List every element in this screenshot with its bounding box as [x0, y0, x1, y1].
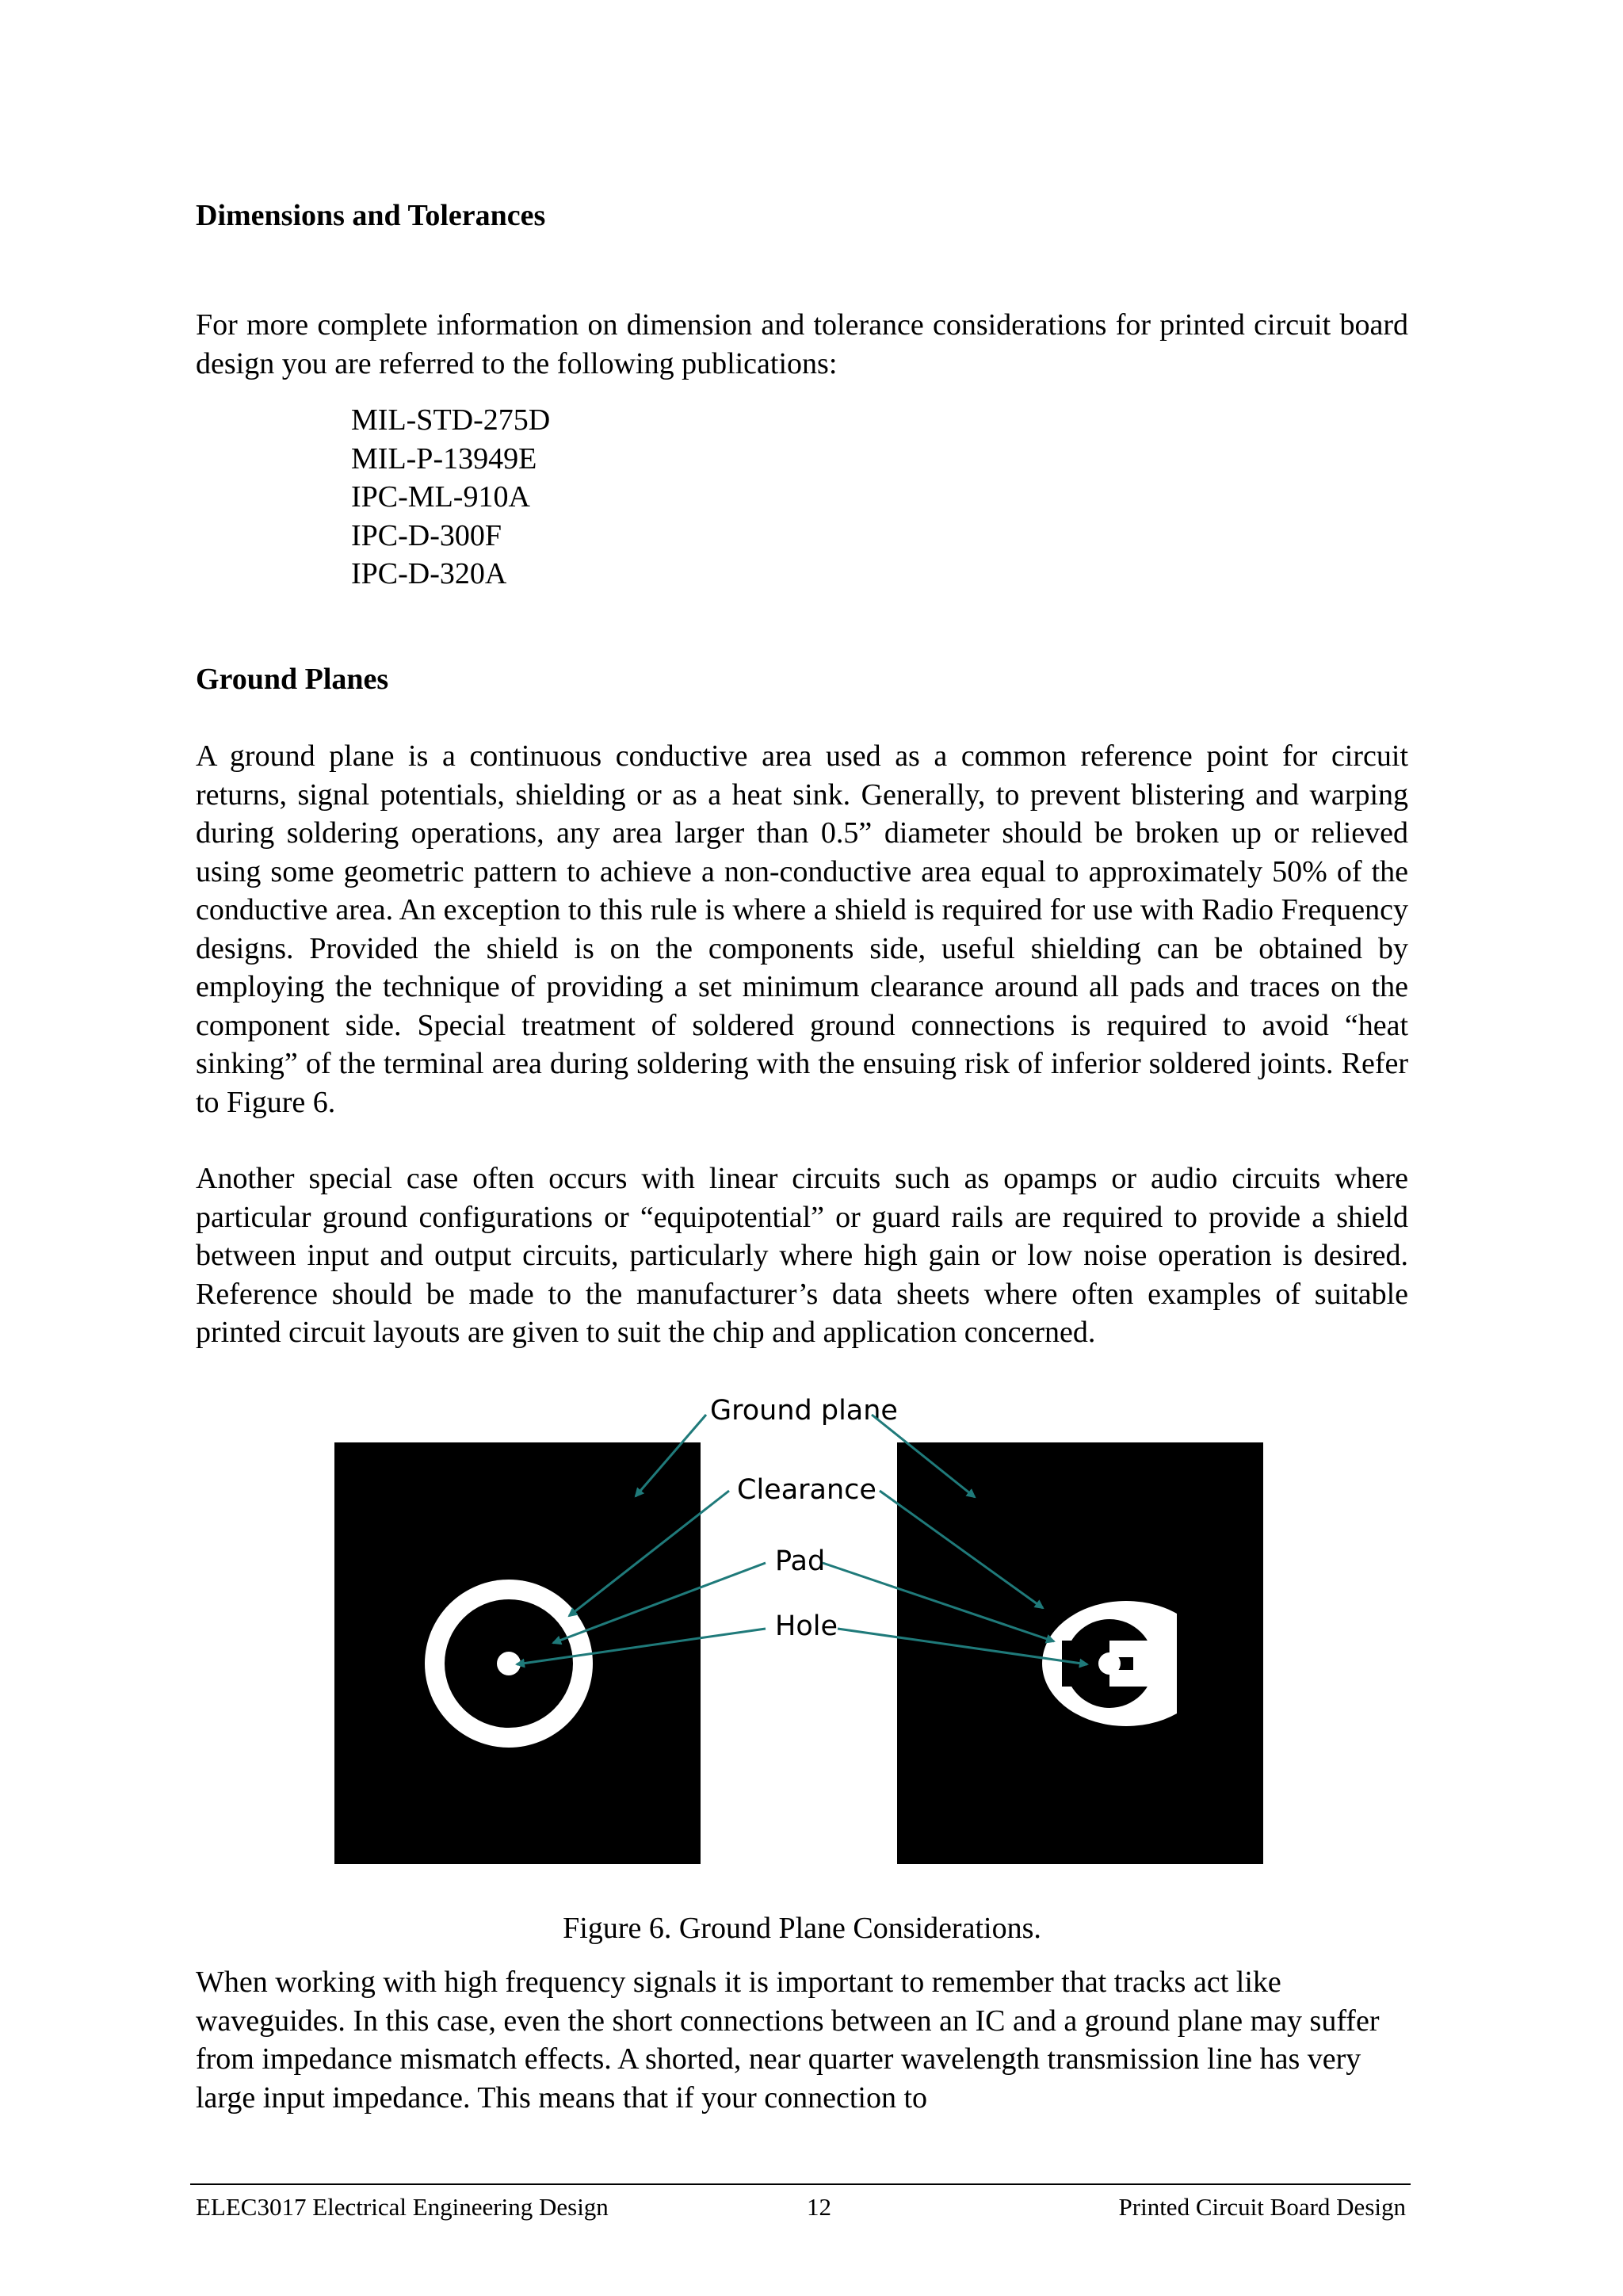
paragraph-high-frequency: When working with high frequency signals it is important to remember that tracks act like waveguides. In this case, even the short connections between an IC and a ground plane may suffer from impedance mismatch effects. A shorted, near quarter wavelength transmission line has very large input impedance. This means that if your connection to [196, 1966, 1380, 2115]
hole-right [1098, 1652, 1121, 1675]
publication-item: IPC-D-320A [351, 557, 507, 590]
label-pad: Pad [775, 1545, 826, 1577]
footer-document-title: Printed Circuit Board Design [1118, 2193, 1406, 2221]
label-ground-plane: Ground plane [710, 1395, 898, 1427]
footer-page-number: 12 [807, 2193, 831, 2221]
publication-item: IPC-ML-910A [351, 480, 530, 514]
publication-item: MIL-STD-275D [351, 403, 551, 437]
publication-item: MIL-P-13949E [351, 441, 537, 476]
publication-list [351, 401, 550, 594]
footer-course: ELEC3017 Electrical Engineering Design [196, 2193, 609, 2221]
label-clearance: Clearance [737, 1474, 876, 1506]
section-heading-ground-planes: Ground Planes [196, 663, 389, 696]
ground-plane-figure [317, 1391, 1300, 1874]
ground-planes-paragraph-1: A ground plane is a continuous conductive area used as a common reference point for circuit returns, signal potentials, shielding or as a heat sink. Generally, to prevent blistering and warping during soldering operations, any area larger than 0.5” diameter should be broken up or relieved using some geometric pattern to achieve a non-conductive area equal to approximately 50% of the conductive area. An exception to this rule is where a shield is required for use with Radio Frequency designs. Provided the shield is on the components side, useful shielding can be obtained by employing the technique of providing a set minimum clearance around all pads and traces on the component side. Special treatment of soldered ground connections is required to avoid “heat sinking” of the terminal area during soldering with the ensuing risk of inferior soldered joints. Refer to Figure 6. [196, 739, 1408, 1119]
publication-item: IPC-D-300F [351, 518, 502, 552]
figure-caption: Figure 6. Ground Plane Considerations. [563, 1912, 1041, 1945]
footer-rule [190, 2183, 1411, 2185]
label-hole: Hole [775, 1610, 838, 1642]
ground-planes-paragraph-2: Another special case often occurs with linear circuits such as opamps or audio circuits where particular ground configurations or “equipotential” or guard rails are required to provide a shield between input and output circuits, particularly where high gain or low noise operation is desired. Reference should be made to the manufacturer’s data sheets where often examples of suitable printed circuit layouts are given to suit the chip and application concerned. [196, 1162, 1408, 1349]
dimensions-intro-paragraph: For more complete information on dimension and tolerance considerations for printed circuit board design you are referred to the following publications: [196, 308, 1408, 380]
section-heading-dimensions: Dimensions and Tolerances [196, 199, 546, 232]
